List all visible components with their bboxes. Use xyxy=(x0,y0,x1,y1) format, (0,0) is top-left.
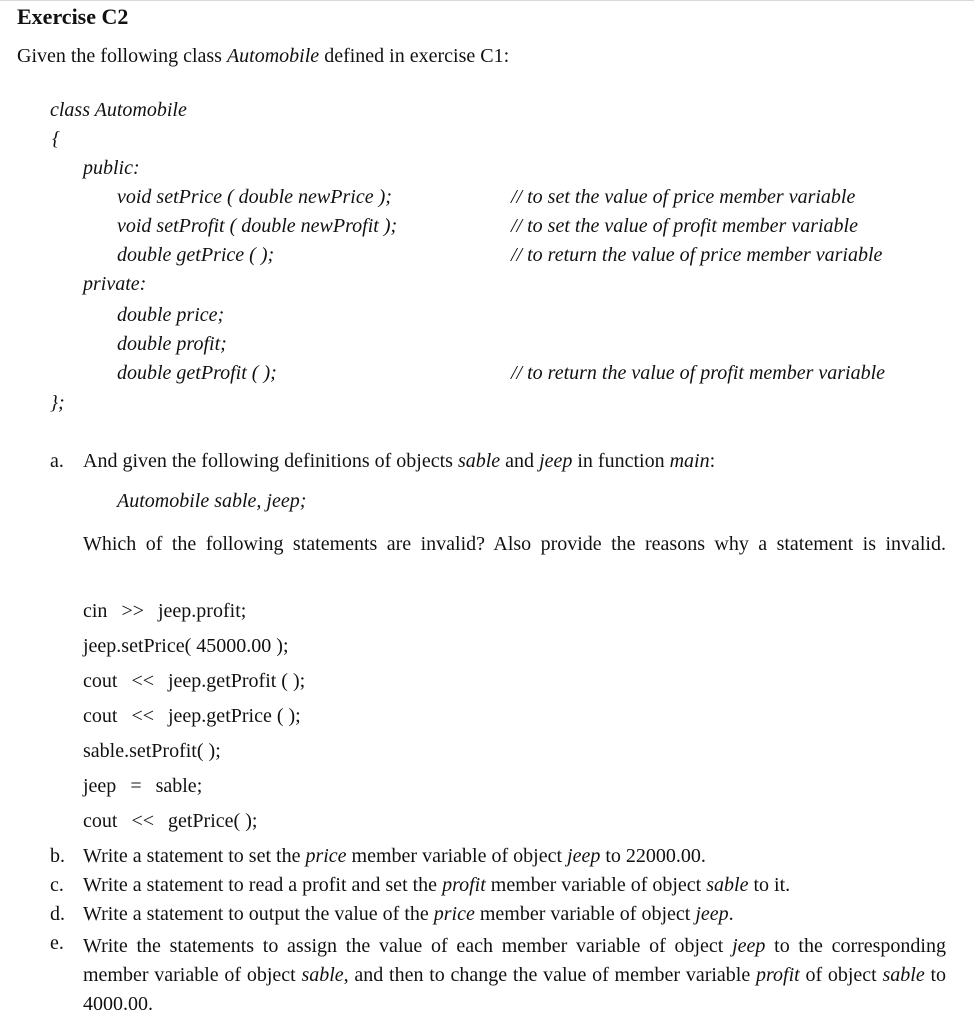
qc-text-1: Write a statement to read a profit and set the xyxy=(83,874,443,896)
question-c-label: c. xyxy=(50,874,64,896)
question-b-label: b. xyxy=(50,845,65,867)
stmt-token: sable; xyxy=(155,775,203,797)
comment-setprice: // to set the value of price member variable xyxy=(511,186,856,208)
qe-term-profit: profit xyxy=(755,964,800,986)
qb-text-1: Write a statement to set the xyxy=(83,845,306,867)
qa-text-3: in function xyxy=(572,450,670,472)
stmt-operator: << xyxy=(131,670,154,692)
stmt-token: jeep.getPrice ( ); xyxy=(168,705,301,727)
statement-5 xyxy=(83,740,221,763)
comment-setprofit: // to set the value of profit member variable xyxy=(511,215,858,237)
code-line-setprice: void setPrice ( double newPrice ); xyxy=(117,186,392,208)
qe-object-sable-2: sable xyxy=(882,964,925,986)
qb-term-price: price xyxy=(305,845,347,867)
stmt-token: getPrice( ); xyxy=(168,810,258,832)
qe-object-sable: sable xyxy=(301,964,344,986)
qc-term-profit: profit xyxy=(442,874,486,896)
qb-text-3: to 22000.00. xyxy=(600,845,706,867)
exercise-title: Exercise C2 xyxy=(17,4,129,29)
qa-object-jeep: jeep xyxy=(539,450,573,472)
intro-class-name: Automobile xyxy=(226,45,320,67)
intro-before: Given the following class xyxy=(17,45,227,67)
statement-7 xyxy=(83,810,257,833)
stmt-token: sable.setProfit( ); xyxy=(83,740,221,762)
qd-text-1: Write a statement to output the value of the xyxy=(83,903,434,925)
statement-6 xyxy=(83,775,202,798)
stmt-token: jeep.setPrice( 45000.00 ); xyxy=(83,635,289,657)
class-close: }; xyxy=(50,392,65,414)
question-d-text xyxy=(83,903,734,926)
question-d-label: d. xyxy=(50,903,65,925)
code-line-price: double price; xyxy=(117,304,225,326)
stmt-token: jeep.getProfit ( ); xyxy=(168,670,306,692)
top-divider xyxy=(0,0,974,1)
qa-text-4: : xyxy=(709,450,716,472)
qc-text-2: member variable of object xyxy=(485,874,707,896)
qb-object-jeep: jeep xyxy=(567,845,601,867)
qa-function-main: main xyxy=(669,450,710,472)
stmt-token: jeep xyxy=(83,775,117,797)
stmt-token: cout xyxy=(83,810,118,832)
comment-getprice: // to return the value of price member variable xyxy=(511,244,883,266)
public-label: public: xyxy=(83,157,140,179)
qe-text-1: Write the statements to assign the value of each member variable of object xyxy=(83,935,733,957)
private-label: private: xyxy=(83,273,147,295)
qe-text-5: to 4000.00. xyxy=(83,964,947,1015)
open-brace: { xyxy=(52,128,60,150)
qd-term-price: price xyxy=(433,903,475,925)
qd-text-3: . xyxy=(728,903,734,925)
qd-object-jeep: jeep xyxy=(695,903,729,925)
intro-after: defined in exercise C1: xyxy=(319,45,510,67)
question-a-text xyxy=(83,450,715,473)
question-e-text xyxy=(83,932,946,1019)
qe-object-jeep: jeep xyxy=(732,935,766,957)
question-a-label: a. xyxy=(50,450,64,472)
code-line-getprofit: double getProfit ( ); xyxy=(117,362,277,384)
stmt-token: jeep.profit; xyxy=(158,600,247,622)
stmt-token: cout xyxy=(83,670,118,692)
qb-text-2: member variable of object xyxy=(346,845,568,867)
stmt-token: cin xyxy=(83,600,108,622)
qe-text-2: to the corresponding member variable of object xyxy=(83,935,946,986)
qd-text-2: member variable of object xyxy=(474,903,696,925)
qa-text-1: And given the following definitions of objects xyxy=(83,450,458,472)
question-e-label: e. xyxy=(50,932,64,954)
code-line-getprice: double getPrice ( ); xyxy=(117,244,275,266)
question-b-text xyxy=(83,845,706,868)
qe-text-4: of object xyxy=(799,964,883,986)
qa-object-sable: sable xyxy=(457,450,501,472)
statement-2 xyxy=(83,635,289,658)
class-header: class Automobile xyxy=(50,99,187,121)
qc-text-3: to it. xyxy=(748,874,791,896)
qe-text-3: , and then to change the value of member variable xyxy=(343,964,756,986)
object-declaration: Automobile sable, jeep; xyxy=(117,490,307,512)
qc-object-sable: sable xyxy=(706,874,749,896)
statement-1 xyxy=(83,600,246,623)
statement-4 xyxy=(83,705,301,728)
question-c-text xyxy=(83,874,790,897)
comment-getprofit: // to return the value of profit member variable xyxy=(511,362,886,384)
question-a-prompt: Which of the following statements are invalid? Also provide the reasons why a statement is invalid. xyxy=(83,533,946,555)
stmt-operator: << xyxy=(131,705,154,727)
statement-3 xyxy=(83,670,305,693)
stmt-operator: << xyxy=(131,810,154,832)
code-line-profit: double profit; xyxy=(117,333,227,355)
qa-text-2: and xyxy=(500,450,540,472)
stmt-operator: >> xyxy=(121,600,144,622)
stmt-token: cout xyxy=(83,705,118,727)
stmt-operator: = xyxy=(130,775,142,797)
code-line-setprofit: void setProfit ( double newProfit ); xyxy=(117,215,398,237)
intro-text xyxy=(17,45,509,68)
